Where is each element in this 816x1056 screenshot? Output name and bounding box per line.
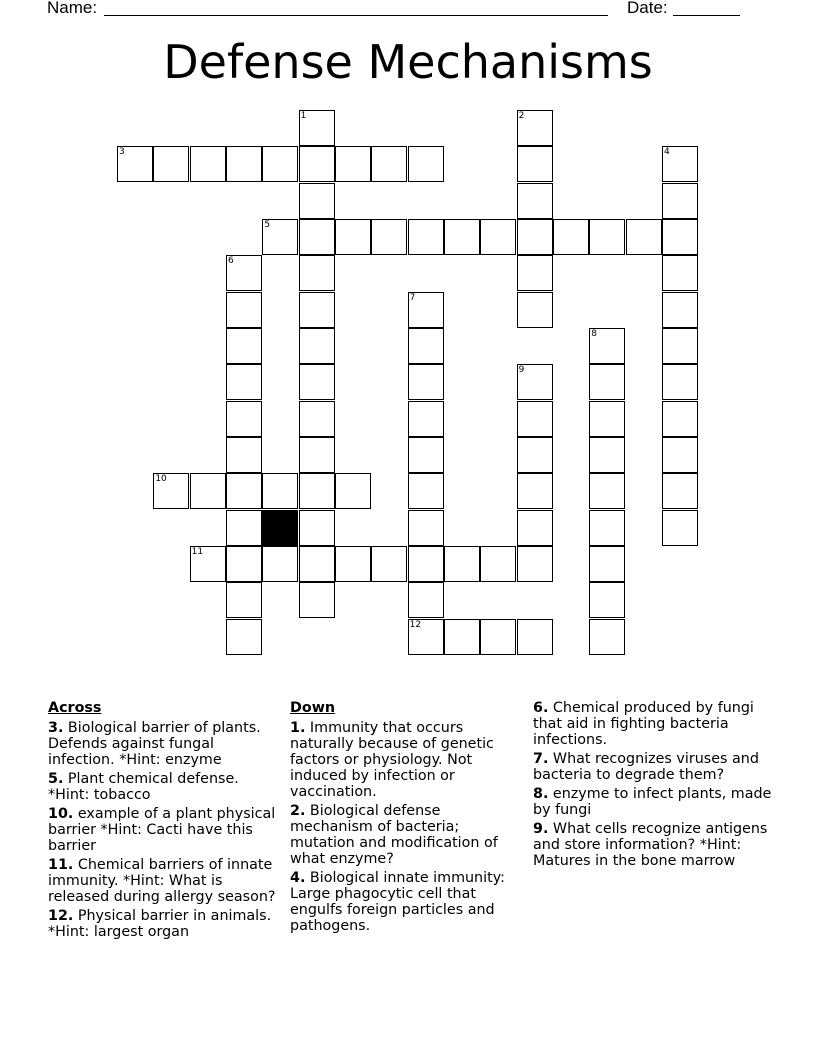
- clue-item-text: Plant chemical defense. *Hint: tobacco: [48, 771, 239, 803]
- clue-number: 4: [663, 147, 670, 158]
- clue-item-text: Biological innate immunity: Large phagocytic cell that engulfs foreign particles and pathogens.: [290, 870, 505, 934]
- clue-item-number: 7.: [533, 751, 549, 767]
- grid-cell[interactable]: [517, 437, 553, 473]
- grid-cell[interactable]: [226, 510, 262, 546]
- grid-cell[interactable]: [299, 582, 335, 618]
- clue-item-number: 9.: [533, 821, 549, 837]
- clue-number: 9: [518, 365, 525, 376]
- clue-number: 1: [300, 111, 307, 121]
- grid-cell[interactable]: [299, 401, 335, 437]
- grid-cell[interactable]: [589, 364, 625, 400]
- across-heading: Across: [48, 700, 102, 716]
- grid-cell[interactable]: [589, 473, 625, 509]
- grid-cell[interactable]: [226, 582, 262, 618]
- clue-item-text: Physical barrier in animals. *Hint: largest organ: [48, 908, 272, 940]
- grid-cell[interactable]: [662, 328, 698, 364]
- grid-cell[interactable]: [517, 292, 553, 328]
- grid-cell[interactable]: [335, 546, 371, 582]
- grid-cell[interactable]: [262, 473, 298, 509]
- date-label: Date:: [627, 0, 668, 17]
- grid-cell[interactable]: [408, 364, 444, 400]
- clue-item-number: 5.: [48, 771, 64, 787]
- clue-item-number: 2.: [290, 803, 306, 819]
- grid-cell[interactable]: [371, 219, 407, 255]
- grid-cell[interactable]: [517, 219, 553, 255]
- grid-cell[interactable]: [371, 146, 407, 182]
- grid-cell[interactable]: [662, 146, 698, 182]
- clue-number: 5: [264, 219, 271, 230]
- grid-cell[interactable]: [408, 619, 444, 655]
- clue-item-number: 4.: [290, 870, 306, 886]
- grid-cell[interactable]: [226, 473, 262, 509]
- clue-item-text: Biological barrier of plants. Defends against fungal infection. *Hint: enzyme: [48, 720, 261, 768]
- clue-item: [290, 803, 526, 867]
- clue-item: [533, 700, 773, 748]
- across-clues: [48, 700, 284, 940]
- down-clues: [290, 700, 526, 934]
- clue-item-text: Chemical barriers of innate immunity. *Hint: What is released during allergy season?: [48, 857, 276, 905]
- clue-item-number: 3.: [48, 720, 64, 736]
- grid-cell[interactable]: [299, 110, 335, 146]
- grid-cell[interactable]: [589, 437, 625, 473]
- clue-item-text: Biological defense mechanism of bacteria; mutation and modification of what enzyme?: [290, 803, 498, 867]
- grid-cell[interactable]: [262, 219, 298, 255]
- clue-number: 8: [591, 328, 598, 339]
- grid-cell[interactable]: [662, 401, 698, 437]
- clue-item-text: What recognizes viruses and bacteria to degrade them?: [533, 751, 759, 783]
- clue-item: [48, 806, 284, 854]
- grid-cell[interactable]: [517, 146, 553, 182]
- clue-item: [48, 857, 284, 905]
- grid-cell[interactable]: [117, 146, 153, 182]
- clue-item: [48, 771, 284, 803]
- clue-item: [533, 821, 773, 869]
- grid-cell[interactable]: [408, 328, 444, 364]
- name-label: Name:: [47, 0, 98, 17]
- clue-number: 11: [191, 546, 204, 557]
- grid-cell[interactable]: [299, 292, 335, 328]
- grid-cell[interactable]: [299, 183, 335, 219]
- grid-cell[interactable]: [408, 546, 444, 582]
- grid-cell[interactable]: [517, 255, 553, 291]
- clue-item-number: 11.: [48, 857, 74, 873]
- grid-cell[interactable]: [226, 328, 262, 364]
- grid-cell[interactable]: [589, 582, 625, 618]
- grid-cell[interactable]: [553, 219, 589, 255]
- grid-cell[interactable]: [299, 473, 335, 509]
- grid-cell[interactable]: [662, 364, 698, 400]
- grid-cell[interactable]: [480, 546, 516, 582]
- grid-cell[interactable]: [299, 255, 335, 291]
- clue-item-text: What cells recognize antigens and store information? *Hint: Matures in the bone marrow: [533, 821, 768, 869]
- grid-cell[interactable]: [299, 219, 335, 255]
- grid-cell[interactable]: [299, 546, 335, 582]
- down-heading: Down: [290, 700, 336, 716]
- down-clues-continued: [533, 700, 773, 869]
- clue-item-number: 8.: [533, 786, 549, 802]
- grid-cell[interactable]: [226, 255, 262, 291]
- grid-cell[interactable]: [226, 437, 262, 473]
- grid-cell[interactable]: [444, 619, 480, 655]
- grid-cell[interactable]: [517, 473, 553, 509]
- grid-cell[interactable]: [517, 619, 553, 655]
- grid-cell[interactable]: [190, 473, 226, 509]
- grid-cell[interactable]: [335, 146, 371, 182]
- grid-cell[interactable]: [299, 437, 335, 473]
- clue-item-number: 12.: [48, 908, 74, 924]
- grid-cell[interactable]: [335, 473, 371, 509]
- grid-cell[interactable]: [371, 546, 407, 582]
- grid-cell[interactable]: [226, 546, 262, 582]
- clue-item-text: example of a plant physical barrier *Hint: Cacti have this barrier: [48, 806, 276, 854]
- grid-cell[interactable]: [517, 401, 553, 437]
- clue-number: 12: [409, 619, 422, 630]
- clue-item-text: Immunity that occurs naturally because of genetic factors or physiology. Not induced by infection or vaccination.: [290, 720, 494, 800]
- grid-cell[interactable]: [408, 437, 444, 473]
- grid-cell[interactable]: [444, 219, 480, 255]
- clue-item-text: Chemical produced by fungi that aid in fighting bacteria infections.: [533, 700, 754, 748]
- grid-cell[interactable]: [299, 328, 335, 364]
- clue-item: [533, 751, 773, 783]
- grid-cell[interactable]: [190, 146, 226, 182]
- clue-number: 10: [155, 474, 167, 485]
- grid-cell[interactable]: [444, 546, 480, 582]
- grid-cell[interactable]: [408, 582, 444, 618]
- clue-number: 3: [119, 147, 125, 158]
- grid-cell[interactable]: [662, 255, 698, 291]
- clue-item-number: 6.: [533, 700, 549, 716]
- grid-cell[interactable]: [517, 364, 553, 400]
- grid-cell[interactable]: [480, 219, 516, 255]
- grid-cell[interactable]: [190, 546, 226, 582]
- grid-cell[interactable]: [262, 546, 298, 582]
- clue-item: [48, 908, 284, 940]
- grid-cell[interactable]: [153, 473, 189, 509]
- down-clue-list: [290, 720, 526, 934]
- grid-cell[interactable]: [662, 473, 698, 509]
- clue-number: 2: [518, 111, 525, 121]
- clue-item-number: 1.: [290, 720, 306, 736]
- grid-cell[interactable]: [335, 219, 371, 255]
- grid-cell[interactable]: [480, 619, 516, 655]
- grid-cell[interactable]: [226, 146, 262, 182]
- grid-cell[interactable]: [626, 219, 662, 255]
- black-square: [262, 510, 298, 546]
- down-clue-list-continued: [533, 700, 773, 869]
- grid-cell[interactable]: [589, 546, 625, 582]
- grid-cell[interactable]: [408, 510, 444, 546]
- clue-number: 6: [227, 256, 234, 267]
- grid-cell[interactable]: [299, 364, 335, 400]
- clue-item: [533, 786, 773, 818]
- clue-item: [290, 720, 526, 800]
- across-clue-list: [48, 720, 284, 940]
- grid-cell[interactable]: [226, 401, 262, 437]
- grid-cell[interactable]: [153, 146, 189, 182]
- grid-cell[interactable]: [226, 619, 262, 655]
- clue-item-text: enzyme to infect plants, made by fungi: [533, 786, 772, 818]
- grid-cell[interactable]: [517, 510, 553, 546]
- grid-cell[interactable]: [589, 619, 625, 655]
- grid-cell[interactable]: [589, 328, 625, 364]
- grid-cell[interactable]: [408, 146, 444, 182]
- grid-cell[interactable]: [226, 364, 262, 400]
- clue-item: [290, 870, 526, 934]
- grid-cell[interactable]: [299, 510, 335, 546]
- grid-cell[interactable]: [517, 183, 553, 219]
- page-title: Defense Mechanisms: [163, 35, 653, 89]
- grid-cell[interactable]: [262, 146, 298, 182]
- grid-cell[interactable]: [662, 292, 698, 328]
- clue-number: 7: [409, 292, 416, 303]
- clue-item-number: 10.: [48, 806, 74, 822]
- grid-cell[interactable]: [662, 183, 698, 219]
- grid-cell[interactable]: [408, 473, 444, 509]
- grid-cell[interactable]: [589, 510, 625, 546]
- grid-cell[interactable]: [589, 219, 625, 255]
- grid-cell[interactable]: [299, 146, 335, 182]
- grid-cell[interactable]: [226, 292, 262, 328]
- grid-cell[interactable]: [662, 437, 698, 473]
- grid-cell[interactable]: [662, 510, 698, 546]
- grid-cell[interactable]: [517, 546, 553, 582]
- grid-cell[interactable]: [517, 110, 553, 146]
- grid-cell[interactable]: [408, 219, 444, 255]
- grid-cell[interactable]: [408, 401, 444, 437]
- grid-cell[interactable]: [589, 401, 625, 437]
- clue-item: [48, 720, 284, 768]
- grid-cell[interactable]: [408, 292, 444, 328]
- grid-cell[interactable]: [662, 219, 698, 255]
